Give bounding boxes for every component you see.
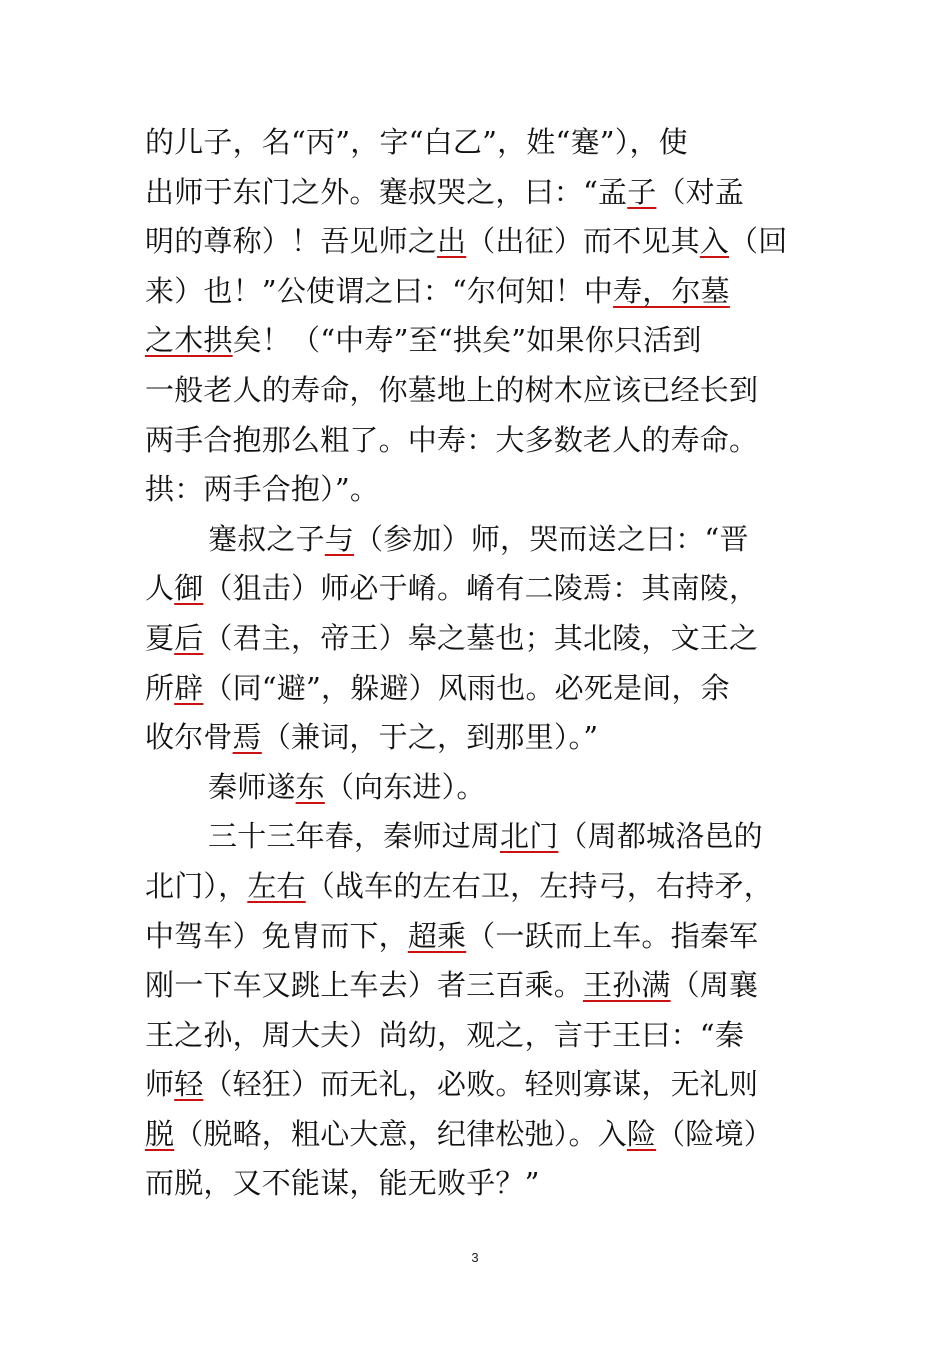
text-segment: （对孟	[656, 174, 745, 209]
underlined-term: 王孙满	[583, 968, 671, 1003]
text-line	[145, 1159, 815, 1209]
text-segment: 王之孙，周大夫）尚幼，观之，言于王曰：“秦	[145, 1017, 745, 1052]
text-line	[145, 168, 815, 218]
text-line	[145, 862, 815, 912]
text-segment: 矣！（“中寿”至“拱矣”如果你只活到	[232, 323, 702, 358]
underlined-term: 出	[437, 224, 467, 259]
text-segment: （轻狂）而无礼，必败。轻则寡谋，无礼则	[203, 1067, 759, 1102]
text-line	[145, 664, 815, 714]
text-segment: 人	[145, 571, 175, 606]
text-line	[145, 515, 815, 565]
text-segment: 出师于东门之外。蹇叔哭之，曰：“孟	[145, 174, 628, 209]
text-line	[145, 465, 815, 515]
text-segment: （向东进）。	[324, 769, 486, 804]
text-segment: （脱略，粗心大意，纪律松弛）。入	[174, 1116, 627, 1151]
underlined-term: 北门	[500, 819, 559, 854]
text-line	[145, 961, 815, 1011]
text-segment: 刚一下车又跳上车去）者三百乘。	[145, 968, 584, 1003]
text-segment: 一般老人的寿命，你墓地上的树木应该已经长到	[145, 372, 759, 407]
text-segment: 中驾车）免胄而下，	[145, 918, 408, 953]
text-segment: 师	[145, 1067, 175, 1102]
text-segment: 蹇叔之子	[208, 521, 325, 556]
text-segment: （周都城洛邑的	[558, 819, 763, 854]
text-segment: 三十三年春，秦师过周	[208, 819, 501, 854]
text-line	[145, 812, 815, 862]
underlined-term: 焉	[232, 720, 262, 755]
underlined-term: 后	[174, 620, 204, 655]
underlined-term: 子	[627, 174, 657, 209]
page-number: 3	[471, 1250, 479, 1265]
text-segment: （君主，帝王）皋之墓也；其北陵，文王之	[203, 620, 759, 655]
text-segment: （狙击）师必于崤。崤有二陵焉：其南陵，	[203, 571, 759, 606]
text-line	[145, 217, 815, 267]
text-line	[145, 267, 815, 317]
text-line	[145, 1060, 815, 1110]
text-segment: （一跃而上车。指秦军	[466, 918, 759, 953]
underlined-term: 御	[174, 571, 204, 606]
underlined-term: 脱	[145, 1116, 175, 1151]
text-line	[145, 763, 815, 813]
text-line	[145, 416, 815, 466]
text-segment: 所	[145, 670, 175, 705]
text-segment: （险境）	[656, 1116, 773, 1151]
underlined-term: 东	[295, 769, 325, 804]
underlined-term: 轻	[174, 1067, 204, 1102]
text-segment: （参加）师，哭而送之曰：“晋	[354, 521, 749, 556]
text-segment: （回	[729, 224, 788, 259]
text-segment: 而脱，又不能谋，能无败乎？”	[145, 1166, 540, 1201]
text-segment: 的儿子，名“丙”，字“白乙”，姓“蹇”），使	[145, 125, 688, 159]
text-segment: 夏	[145, 620, 175, 655]
text-line	[145, 713, 815, 763]
underlined-term: 之木拱	[145, 323, 233, 358]
text-segment: （出征）而不见其	[466, 224, 700, 259]
text-segment: 明的尊称）！吾见师之	[145, 224, 438, 259]
underlined-term: 寿，尔墓	[613, 273, 730, 308]
text-segment: （战车的左右卫，左持弓，右持矛，	[305, 868, 773, 903]
text-segment: 拱：两手合抱）”。	[145, 472, 380, 507]
text-line	[145, 912, 815, 962]
text-line	[145, 564, 815, 614]
text-line	[145, 366, 815, 416]
underlined-term: 辟	[174, 670, 204, 705]
text-segment: 来）也！”公使谓之曰：“尔何知！中	[145, 273, 614, 308]
text-segment: 秦师遂	[208, 769, 296, 804]
body-text	[145, 118, 815, 1209]
text-segment: （兼词，于之，到那里）。”	[261, 720, 599, 755]
underlined-term: 险	[626, 1116, 657, 1151]
text-segment: （同“避”，躲避）风雨也。必死是间，余	[203, 670, 730, 705]
text-segment: 北门），	[145, 868, 248, 903]
text-line	[145, 614, 815, 664]
text-line	[145, 1011, 815, 1061]
underlined-term: 左右	[247, 868, 306, 903]
text-line	[145, 1110, 815, 1160]
underlined-term: 超乘	[407, 918, 467, 953]
text-segment: （周襄	[670, 968, 759, 1003]
text-line	[145, 118, 815, 168]
text-segment: 两手合抱那么粗了。中寿：大多数老人的寿命。	[145, 422, 759, 457]
text-segment: 收尔骨	[145, 720, 233, 755]
underlined-term: 入	[699, 224, 730, 259]
underlined-term: 与	[324, 521, 355, 556]
text-line	[145, 316, 815, 366]
